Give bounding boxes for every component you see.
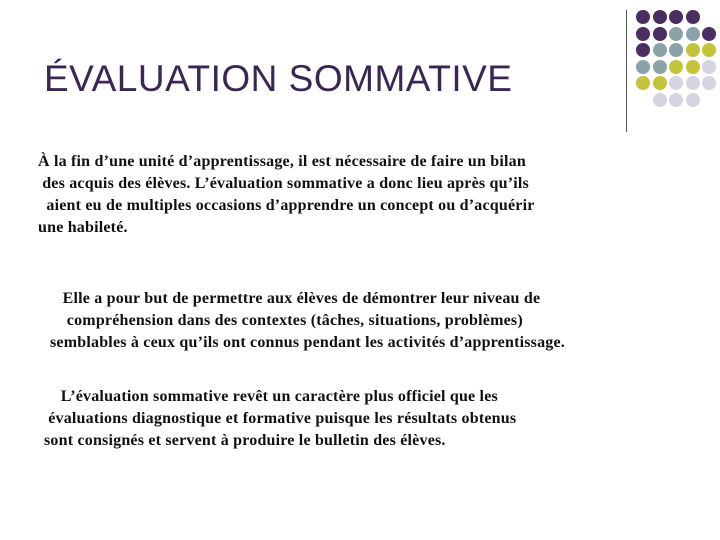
decorative-dot <box>653 10 667 24</box>
decorative-dot <box>702 43 716 57</box>
decorative-dot <box>686 60 700 74</box>
paragraph-caractere-officiel <box>44 386 516 452</box>
decorative-dot <box>653 76 667 90</box>
paragraph-line: évaluations diagnostique et formative puisque les résultats obtenus <box>44 410 517 427</box>
decorative-dot <box>686 76 700 90</box>
decorative-dot <box>669 43 683 57</box>
decorative-dot <box>653 43 667 57</box>
decorative-dot <box>686 27 700 41</box>
decorative-dot <box>636 76 650 90</box>
paragraph-line: L’évaluation sommative revêt un caractère plus officiel que les <box>44 388 498 405</box>
title-divider <box>626 10 627 132</box>
paragraph-line: des acquis des élèves. L’évaluation sommative a donc lieu après qu’ils <box>38 175 529 192</box>
paragraph-line: sont consignés et servent à produire le bulletin des élèves. <box>44 432 446 449</box>
decorative-dot <box>653 27 667 41</box>
paragraph-line: compréhension dans des contextes (tâches, situations, problèmes) <box>50 312 523 329</box>
decorative-dot <box>669 10 683 24</box>
decorative-dot <box>653 93 667 107</box>
slide-title: ÉVALUATION SOMMATIVE <box>44 58 513 99</box>
decorative-dot-grid <box>636 10 720 130</box>
decorative-dot <box>669 60 683 74</box>
decorative-dot <box>636 27 650 41</box>
paragraph-line: À la fin d’une unité d’apprentissage, il est nécessaire de faire un bilan <box>38 153 526 170</box>
decorative-dot <box>702 27 716 41</box>
decorative-dot <box>653 60 667 74</box>
paragraph-line: Elle a pour but de permettre aux élèves de démontrer leur niveau de <box>50 290 541 307</box>
decorative-dot <box>669 27 683 41</box>
paragraph-line: une habileté. <box>38 219 128 236</box>
decorative-dot <box>636 60 650 74</box>
paragraph-bilan <box>38 151 535 239</box>
decorative-dot <box>669 76 683 90</box>
decorative-dot <box>669 93 683 107</box>
decorative-dot <box>636 43 650 57</box>
decorative-dot <box>702 60 716 74</box>
decorative-dot <box>686 43 700 57</box>
paragraph-objectif <box>50 288 565 354</box>
decorative-dot <box>702 76 716 90</box>
paragraph-line: semblables à ceux qu’ils ont connus pendant les activités d’apprentissage. <box>50 334 566 351</box>
paragraph-line: aient eu de multiples occasions d’apprendre un concept ou d’acquérir <box>38 197 535 214</box>
decorative-dot <box>686 93 700 107</box>
decorative-dot <box>686 10 700 24</box>
decorative-dot <box>636 10 650 24</box>
